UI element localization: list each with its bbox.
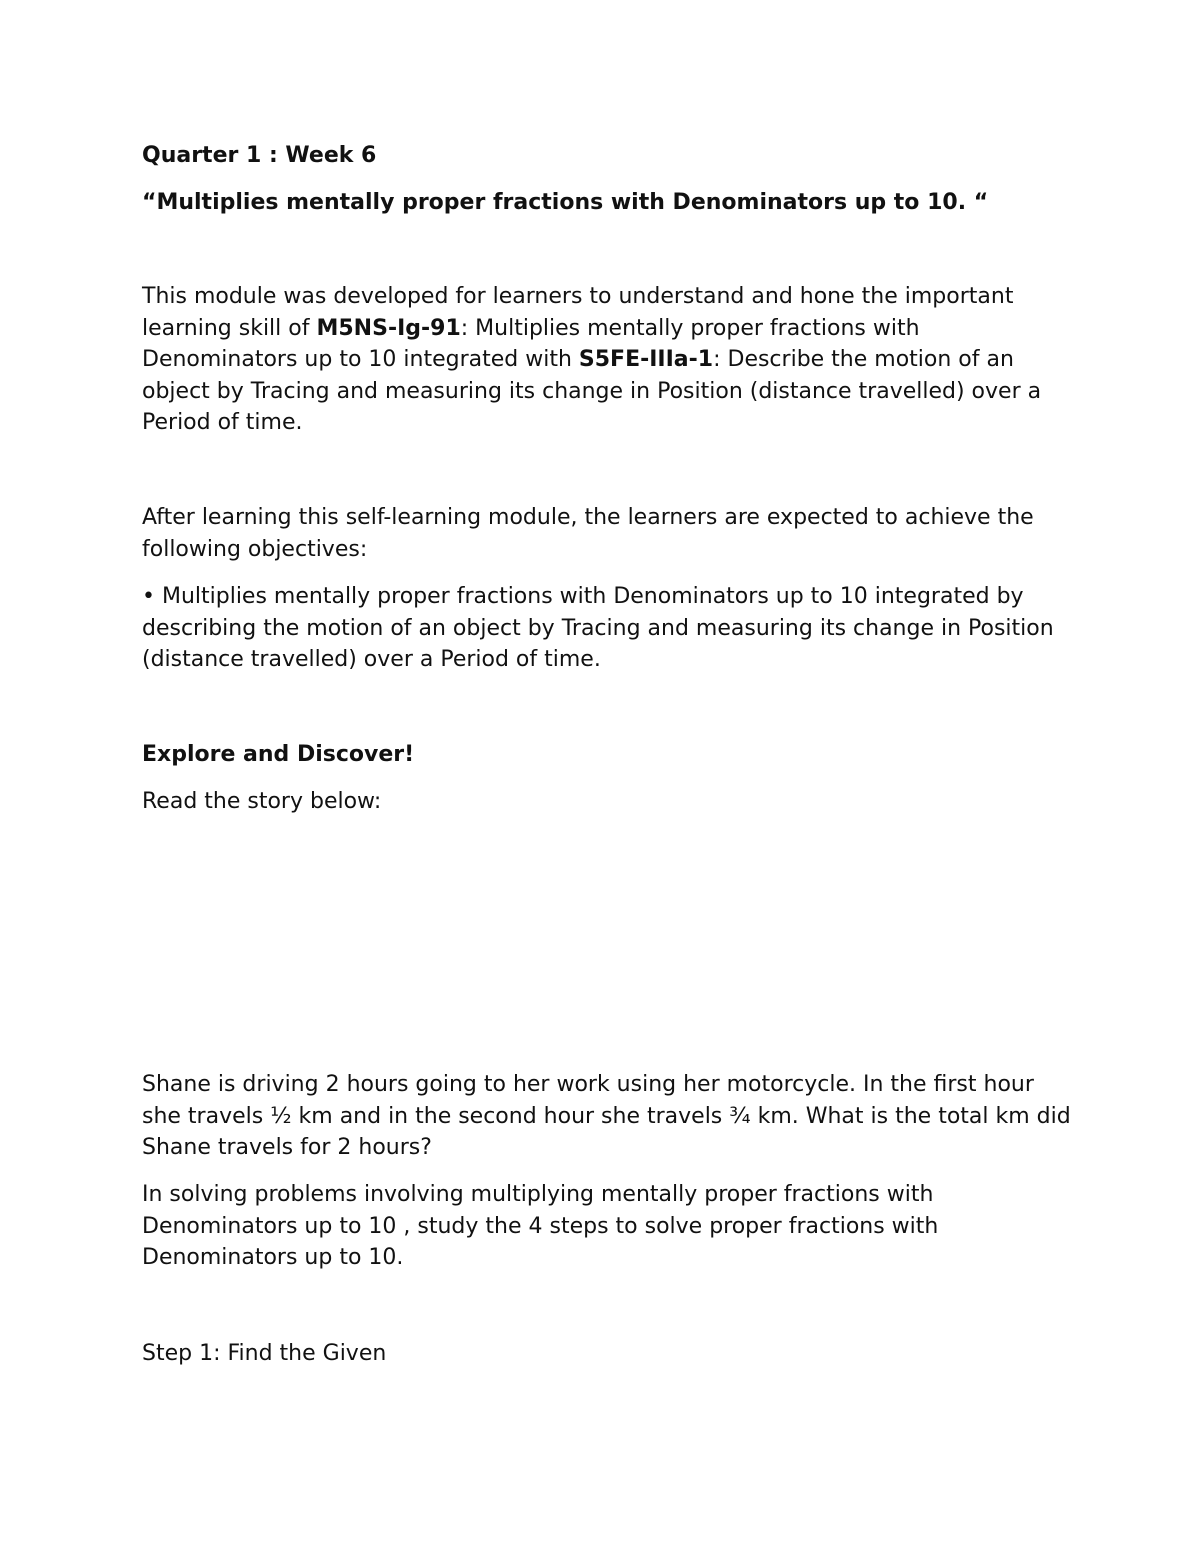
competency-code-math: M5NS-Ig-91 <box>316 315 461 341</box>
step-1-label: Step 1: Find the Given <box>142 1341 387 1366</box>
explore-heading: Explore and Discover! <box>142 742 415 767</box>
read-story-instruction: Read the story below: <box>142 789 382 814</box>
intro-paragraph <box>142 281 1072 439</box>
story-paragraph: Shane is driving 2 hours going to her work using her motorcycle. In the first hour she travels ½ km and in the second hour she travels ¾ km. What is the total km did Shane travels for 2 hours? <box>142 1072 1071 1160</box>
objectives-intro: After learning this self-learning module, the learners are expected to achieve the following objectives: <box>142 505 1034 562</box>
intro-text-2: : Multiplies mentally proper fractions with Denominators up to 10 integrated with <box>142 315 920 372</box>
competency-title: “Multiplies mentally proper fractions with Denominators up to 10. “ <box>142 190 989 215</box>
steps-intro-paragraph: In solving problems involving multiplying mentally proper fractions with Denominators up to 10 , study the 4 steps to solve proper fractions with Denominators up to 10. <box>142 1182 939 1270</box>
competency-code-science: S5FE-IIIa-1 <box>578 347 714 372</box>
quarter-week-heading: Quarter 1 : Week 6 <box>142 143 377 168</box>
intro-text-3: : Describe the motion of an object by Tracing and measuring its change in Position (distance travelled) over a Period of time. <box>142 347 1042 435</box>
objective-item: • Multiplies mentally proper fractions with Denominators up to 10 integrated by describing the motion of an object by Tracing and measuring its change in Position (distance travelled) over a Period of time. <box>142 584 1054 672</box>
intro-text-1: This module was developed for learners to understand and hone the important learning skill of <box>142 284 1014 341</box>
